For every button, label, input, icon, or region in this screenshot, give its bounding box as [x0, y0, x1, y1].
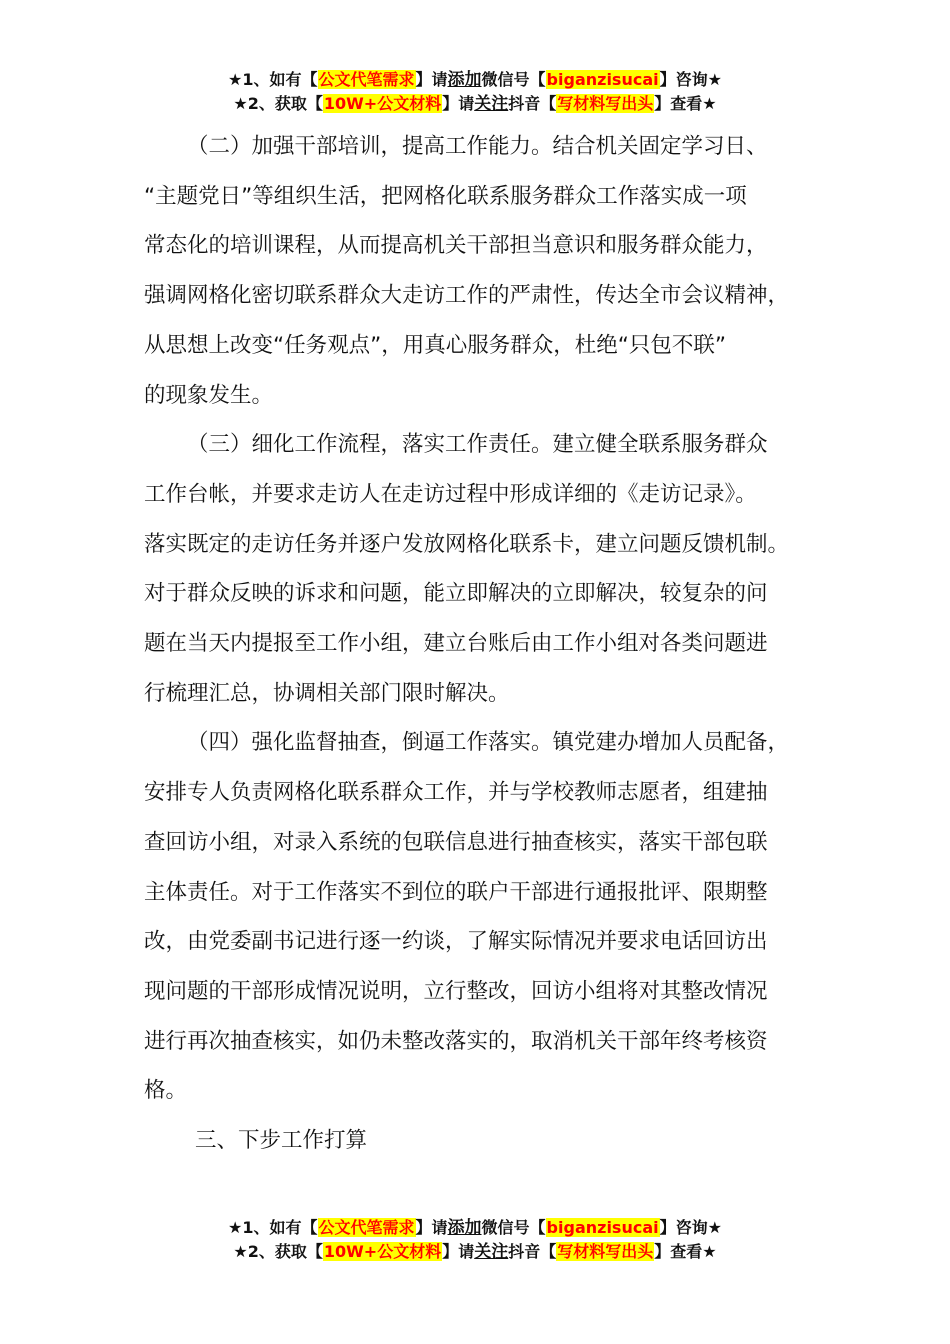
- text-line: 落实既定的走访任务并逐户发放网格化联系卡，建立问题反馈机制。: [144, 531, 790, 557]
- banner-text: 抖音【: [508, 1242, 557, 1261]
- banner-text: 】请: [415, 70, 448, 89]
- text-line: 从思想上改变“任务观点”，用真心服务群众，杜绝“只包不联”: [144, 332, 727, 358]
- text-line: 对于群众反映的诉求和问题，能立即解决的立即解决，较复杂的问: [144, 581, 768, 607]
- banner-highlight: 公文代笔需求: [318, 1218, 415, 1237]
- banner-text: 微信号【: [481, 70, 546, 89]
- text-line: 工作台帐，并要求走访人在走访过程中形成详细的《走访记录》。: [144, 481, 757, 507]
- section-heading: 三、下步工作打算: [195, 1128, 368, 1154]
- text-line: （三）细化工作流程，落实工作责任。建立健全联系服务群众: [187, 432, 768, 458]
- banner-text: 】咨询★: [659, 1218, 722, 1237]
- text-line: 常态化的培训课程，从而提高机关干部担当意识和服务群众能力，: [144, 233, 768, 259]
- banner-underline: 添加: [447, 70, 482, 90]
- text-line: 行梳理汇总，协调相关部门限时解决。: [144, 680, 510, 706]
- text-line: 的现象发生。: [144, 382, 274, 408]
- text-line: 主体责任。对于工作落实不到位的联户干部进行通报批评、限期整: [144, 879, 768, 905]
- banner-underline: 关注: [474, 94, 509, 114]
- banner-highlight: 10W+公文材料: [323, 1242, 442, 1261]
- banner-line-2: [0, 1240, 950, 1264]
- banner-text: 】查看★: [654, 94, 717, 113]
- banner-line-2: [0, 92, 950, 116]
- paragraph-3: [144, 420, 824, 718]
- banner-text: 微信号【: [481, 1218, 546, 1237]
- header-banner: [0, 68, 950, 116]
- text-line: 现问题的干部形成情况说明，立行整改，回访小组将对其整改情况: [144, 978, 768, 1004]
- text-line: 进行再次抽查核实，如仍未整改落实的，取消机关干部年终考核资: [144, 1028, 768, 1054]
- text-line: （四）强化监督抽查，倒逼工作落实。镇党建办增加人员配备，: [187, 730, 790, 756]
- text-line: 题在当天内提报至工作小组，建立台账后由工作小组对各类问题进: [144, 631, 768, 657]
- paragraph-2: [144, 122, 824, 420]
- banner-highlight: 10W+公文材料: [323, 94, 442, 113]
- banner-text: 】查看★: [654, 1242, 717, 1261]
- banner-highlight: 写材料写出头: [557, 1242, 654, 1261]
- banner-text: 】请: [442, 1242, 475, 1261]
- banner-text: 】请: [442, 94, 475, 113]
- document-body: [144, 122, 824, 1166]
- text-line: （二）加强干部培训，提高工作能力。结合机关固定学习日、: [187, 134, 768, 159]
- banner-text: 抖音【: [508, 94, 557, 113]
- banner-highlight: biganzisucai: [546, 1218, 659, 1237]
- banner-line-1: [0, 68, 950, 92]
- banner-text: 】咨询★: [659, 70, 722, 89]
- banner-text: ★1、如有【: [228, 1218, 318, 1237]
- banner-text: ★2、获取【: [233, 94, 323, 113]
- text-line: 安排专人负责网格化联系群众工作，并与学校教师志愿者，组建抽: [144, 780, 768, 806]
- text-line: 查回访小组，对录入系统的包联信息进行抽查核实，落实干部包联: [144, 829, 768, 855]
- banner-highlight: 写材料写出头: [557, 94, 654, 113]
- banner-text: ★2、获取【: [233, 1242, 323, 1261]
- text-line: 改，由党委副书记进行逐一约谈，了解实际情况并要求电话回访出: [144, 929, 768, 955]
- banner-line-1: [0, 1216, 950, 1240]
- banner-highlight: biganzisucai: [546, 70, 659, 89]
- text-line: “主题党日”等组织生活，把网格化联系服务群众工作落实成一项: [144, 183, 747, 209]
- text-line: 强调网格化密切联系群众大走访工作的严肃性，传达全市会议精神，: [144, 283, 790, 309]
- text-line: 格。: [144, 1078, 188, 1104]
- paragraph-4: [144, 718, 824, 1116]
- banner-text: 】请: [415, 1218, 448, 1237]
- banner-highlight: 公文代笔需求: [318, 70, 415, 89]
- banner-underline: 关注: [474, 1242, 509, 1262]
- banner-underline: 添加: [447, 1218, 482, 1238]
- footer-banner: [0, 1216, 950, 1264]
- banner-text: ★1、如有【: [228, 70, 318, 89]
